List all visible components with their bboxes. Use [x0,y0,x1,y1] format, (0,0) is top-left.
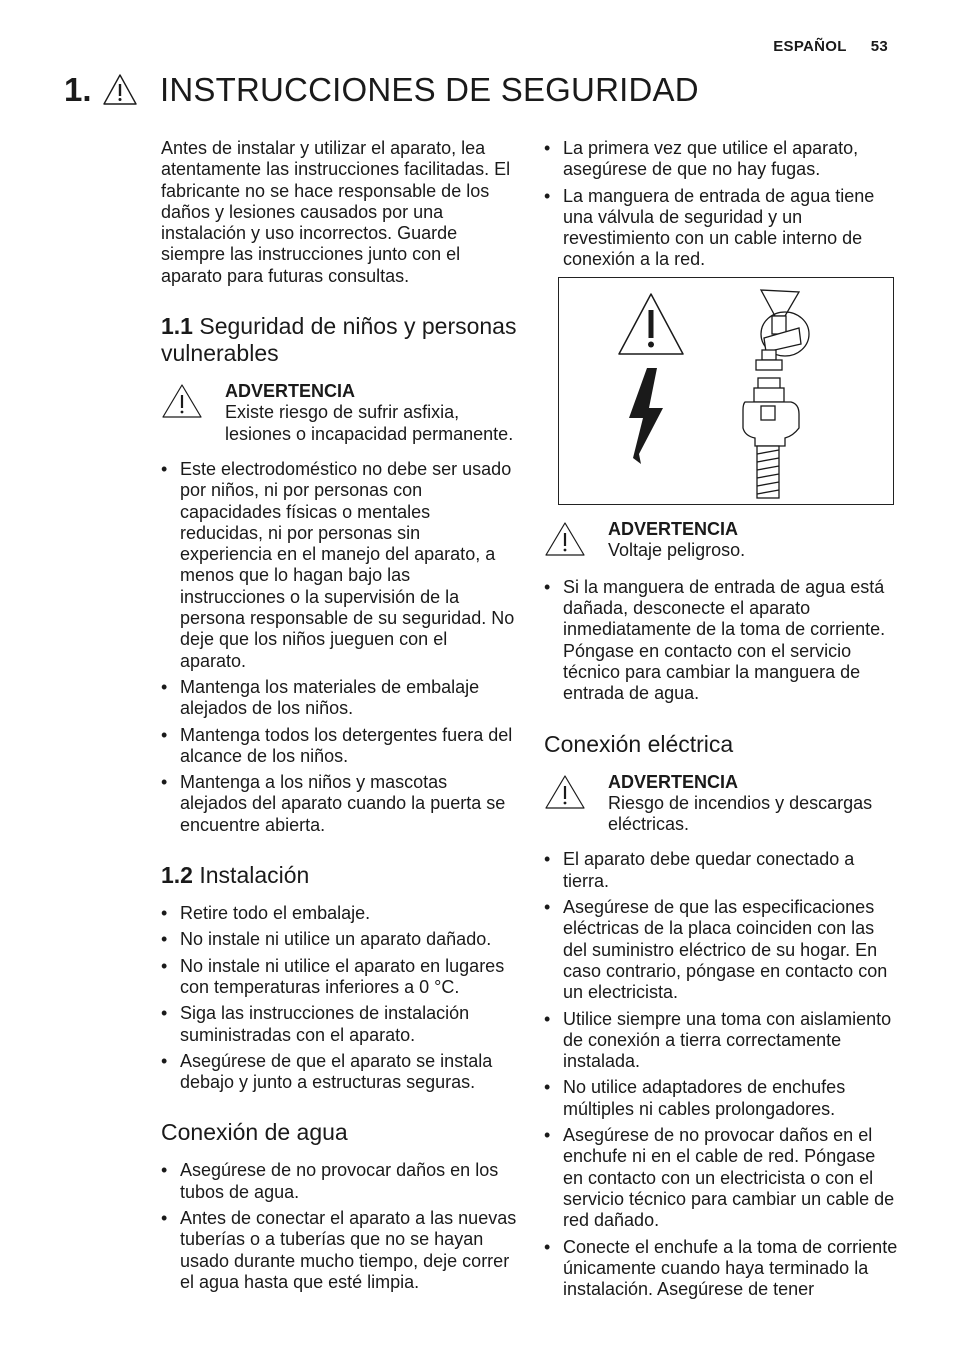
title-number: 1. [64,71,92,108]
intro-paragraph: Antes de instalar y utilizar el aparato, lea atentamente las instrucciones facilitadas. El fabricante no se hace responsable de los daños y lesiones causados por una instalación y uso incorrectos. Guarde siempre las instrucciones junto con el aparato para futuras consultas. [161,138,511,286]
list-item: • Mantenga los materiales de embalaje alejados de los niños. [161,677,517,720]
warning-title: ADVERTENCIA [225,381,356,402]
page-number: 53 [870,38,888,55]
subsection-heading-water: Conexión de agua [161,1119,348,1146]
list-item: • La primera vez que utilice el aparato, asegúrese de que no hay fugas. [544,138,900,181]
warning-triangle-icon [544,774,586,810]
warning-title: ADVERTENCIA [608,771,739,792]
warning-box [161,381,517,445]
water-hose-valve-icon [743,290,809,498]
list-item: • La manguera de entrada de agua tiene una válvula de seguridad y un revestimiento con un cable interno de conexión a la red. [544,186,900,271]
list-item: • Conecte el enchufe a la toma de corriente únicamente cuando haya terminado la instalación. Asegúrese de tener [544,1237,900,1301]
bullet-list [544,849,900,1300]
list-item: • Este electrodoméstico no debe ser usado por niños, ni por personas con capacidades físicas o mentales reducidas, ni por personas sin experiencia en el manejo del aparato, a menos que lo hagan bajo las instrucciones o la supervisión de la persona responsable de su seguridad. No deje que los niños jueguen con el aparato. [161,459,517,672]
header-language: ESPAÑOL [773,38,847,55]
warning-triangle-icon [619,294,683,354]
list-item: • Siga las instrucciones de instalación suministradas con el aparato. [161,1003,517,1046]
section-heading-1-1: 1.1 Seguridad de niños y personas vulnerables [161,313,517,367]
title-text: INSTRUCCIONES DE SEGURIDAD [160,71,699,108]
warning-title: ADVERTENCIA [608,518,739,539]
subsection-heading-electric: Conexión eléctrica [544,730,734,757]
section-heading-1-2: 1.2 Instalación [161,862,310,889]
list-item: • Asegúrese de no provocar daños en el enchufe ni en el cable de red. Póngase en contacto con un electricista o con el servicio técnico para cambiar un cable de red dañado. [544,1125,900,1231]
left-column [161,138,517,1298]
right-column [544,138,900,1305]
list-item: • Antes de conectar el aparato a las nuevas tuberías o a tuberías que no se hayan usado durante mucho tiempo, deje correr el agua hasta que esté limpia. [161,1208,517,1293]
lightning-bolt-icon [629,368,663,464]
page-header [773,38,888,55]
warning-box [544,519,900,571]
warning-box [544,772,900,836]
hose-warning-illustration [558,277,894,505]
list-item: • Retire todo el embalaje. [161,903,517,924]
list-item: • Asegúrese de que el aparato se instala debajo y junto a estructuras seguras. [161,1051,517,1094]
bullet-list [161,903,517,1093]
list-item: • No utilice adaptadores de enchufes múltiples ni cables prolongadores. [544,1077,900,1120]
warning-triangle-icon [544,521,586,557]
warning-triangle-icon [102,72,138,108]
bullet-list [161,459,517,836]
bullet-list [161,1160,517,1293]
warning-triangle-icon [161,383,203,419]
list-item: • Si la manguera de entrada de agua está dañada, desconecte el aparato inmediatamente de la toma de corriente. Póngase en contacto con el servicio técnico para cambiar la manguera de entrada de agua. [544,577,900,705]
list-item: • Utilice siempre una toma con aislamiento de conexión a tierra correctamente instalada. [544,1009,900,1073]
list-item: • El aparato debe quedar conectado a tierra. [544,849,900,892]
list-item: • Mantenga a los niños y mascotas alejados del aparato cuando la puerta se encuentre abierta. [161,772,517,836]
list-item: • Asegúrese de no provocar daños en los tubos de agua. [161,1160,517,1203]
page-title [64,70,699,110]
list-item: • Mantenga todos los detergentes fuera del alcance de los niños. [161,725,517,768]
warning-text: Voltaje peligroso. [608,540,746,561]
list-item: • No instale ni utilice un aparato dañado. [161,929,517,950]
list-item: • Asegúrese de que las especificaciones eléctricas de la placa coinciden con las del suministro eléctrico de su hogar. En caso contrario, póngase en contacto con un electricista. [544,897,900,1003]
bullet-list [544,138,900,271]
warning-text: Existe riesgo de sufrir asfixia, lesiones o incapacidad permanente. [225,402,514,444]
warning-text: Riesgo de incendios y descargas eléctricas. [608,792,873,835]
bullet-list [544,577,900,705]
list-item: • No instale ni utilice el aparato en lugares con temperaturas inferiores a 0 °C. [161,956,517,999]
